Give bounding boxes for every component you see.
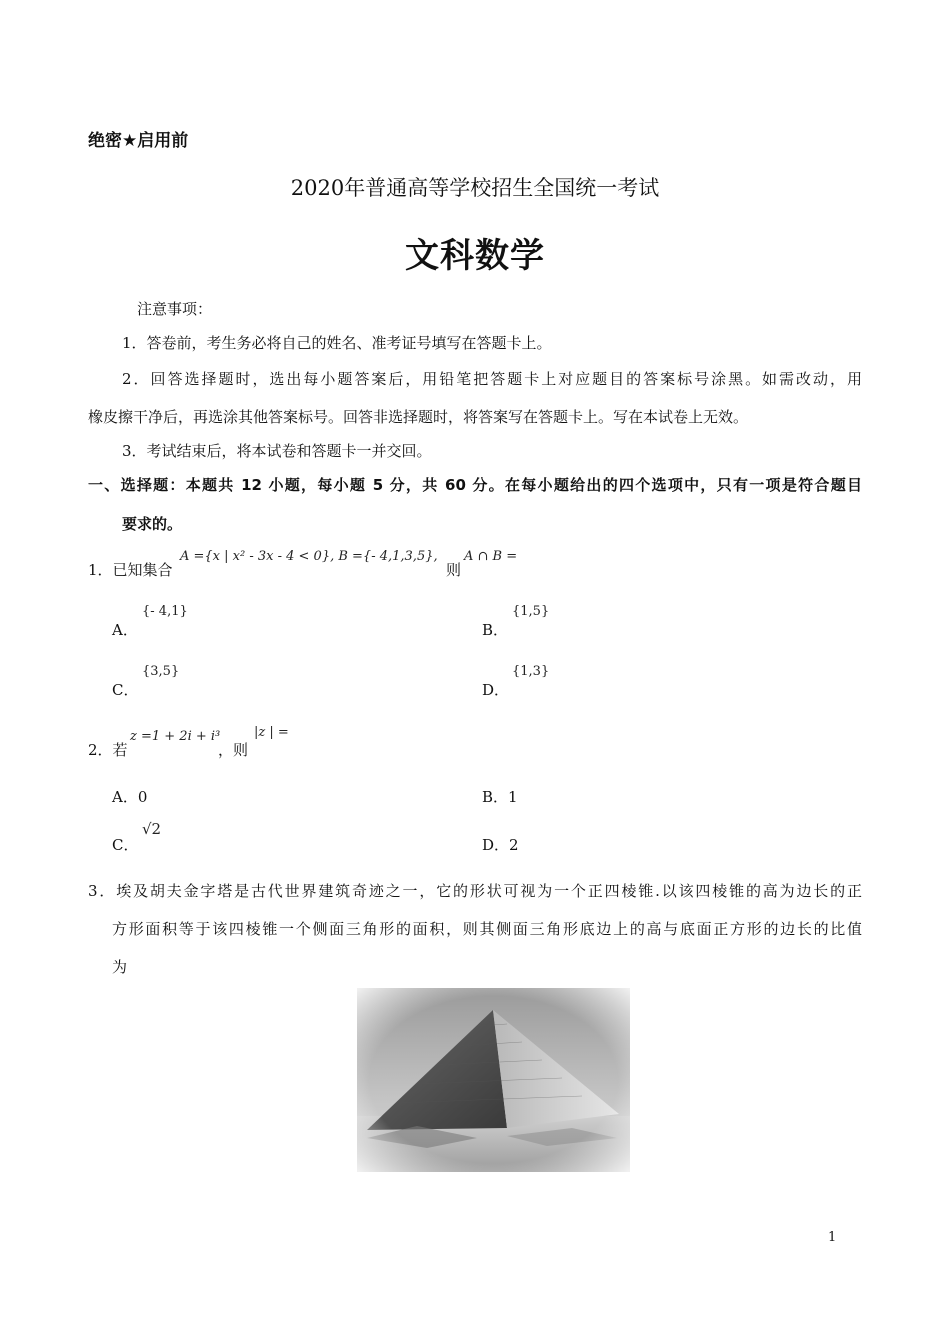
- notice-item-2-line2: 橡皮擦干净后，再选涂其他答案标号。回答非选择题时，将答案写在答题卡上。写在本试卷上无效。: [88, 408, 749, 426]
- q1-then: 则: [446, 561, 462, 579]
- notice-item-1: 1．答卷前，考生务必将自己的姓名、准考证号填写在答题卡上。: [122, 334, 552, 352]
- q2-tail: |z | =: [254, 725, 289, 740]
- q1-option-a-value: {- 4,1}: [142, 604, 188, 619]
- q1-option-d-label: D．: [482, 681, 510, 699]
- q2-option-a: A．0: [112, 788, 148, 806]
- q1-option-c-value: {3,5}: [142, 664, 180, 679]
- q1-option-b-value: {1,5}: [512, 604, 550, 619]
- section-heading-line1: 一、选择题：本题共 12 小题，每小题 5 分，共 60 分。在每小题给出的四个选项中，只有一项是符合题目: [88, 476, 862, 494]
- q2-then: ，则: [218, 741, 249, 759]
- q1-option-a-label: A．: [112, 621, 138, 639]
- section-heading-line2: 要求的。: [122, 515, 183, 533]
- exam-title: 2020年普通高等学校招生全国统一考试: [290, 176, 660, 200]
- subject-title: 文科数学: [405, 236, 545, 276]
- q2-option-b: B．1: [482, 788, 518, 806]
- q2-math: z =1 + 2i + i³: [130, 729, 221, 744]
- q2-option-c-value: √2: [142, 820, 162, 838]
- q3-line1: 3．埃及胡夫金字塔是古代世界建筑奇迹之一，它的形状可视为一个正四棱锥.以该四棱锥的高为边长的正: [88, 882, 862, 900]
- q1-option-b-label: B．: [482, 621, 509, 639]
- q1-tail: A ∩ B =: [464, 549, 518, 564]
- q1-stem: 1．已知集合: [88, 561, 173, 579]
- page-number: 1: [828, 1230, 837, 1245]
- q2-stem: 2．若: [88, 741, 128, 759]
- notice-item-2-line1: 2．回答选择题时，选出每小题答案后，用铅笔把答题卡上对应题目的答案标号涂黑。如需改动，用: [122, 370, 862, 388]
- q1-math: A ={x | x² - 3x - 4 < 0}, B ={- 4,1,3,5},: [180, 549, 438, 564]
- secret-label: 绝密★启用前: [88, 131, 189, 151]
- q3-line2: 方形面积等于该四棱锥一个侧面三角形的面积，则其侧面三角形底边上的高与底面正方形的边长的比值: [112, 920, 862, 938]
- q2-option-c-label: C．: [112, 836, 139, 854]
- notice-item-3: 3．考试结束后，将本试卷和答题卡一并交回。: [122, 442, 432, 460]
- q3-line3: 为: [112, 958, 128, 976]
- q1-option-c-label: C．: [112, 681, 139, 699]
- q1-option-d-value: {1,3}: [512, 664, 550, 679]
- q2-option-d: D．2: [482, 836, 519, 854]
- pyramid-photo: [357, 988, 630, 1172]
- notice-title: 注意事项：: [137, 300, 213, 318]
